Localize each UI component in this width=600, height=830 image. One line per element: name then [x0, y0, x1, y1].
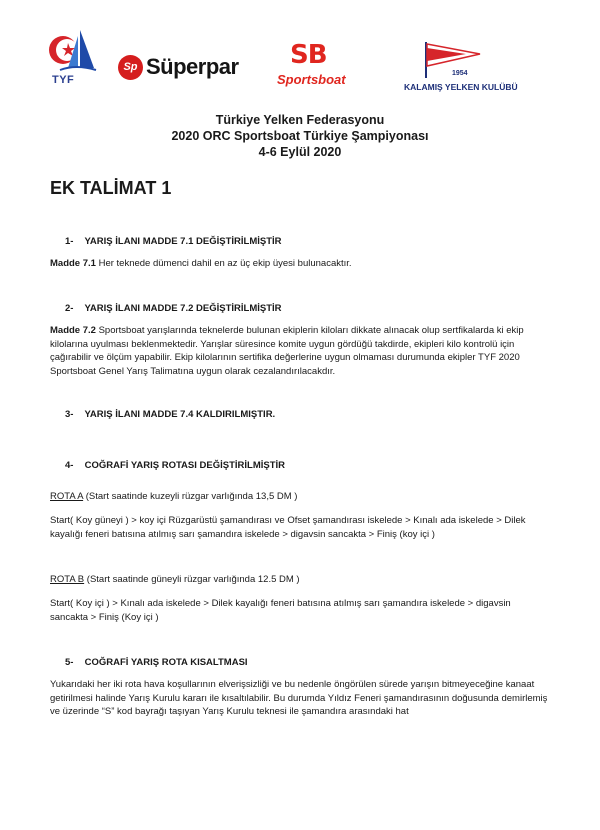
section-5-body: Yukarıdaki her iki rota hava koşullarının elverişsizliği ve bu nedenle öngörülen sürede yarışın bitmeyeceğine kanaat getirilmesi halinde Yarış Kurulu kararı ile kısaltılabilir. Bu durumda Yıldız Feneri şamandırasının doğusunda demirlemiş ve üzerinde “S” kod bayrağı taşıyan Yarış Kurulu teknesi ile şamandıra arasındaki hat: [50, 679, 548, 717]
rota-b-condition: (Start saatinde güneyli rüzgar varlığında 12.5 DM ): [84, 574, 300, 585]
section-title: COĞRAFİ YARIŞ ROTA KISALTMASI: [84, 657, 248, 668]
article-label: Madde 7.1: [50, 258, 96, 269]
page-title: EK TALİMAT 1: [50, 178, 172, 198]
header-championship: 2020 ORC Sportsboat Türkiye Şampiyonası: [171, 129, 429, 143]
section-1-heading: [65, 236, 282, 247]
article-label: Madde 7.2: [50, 325, 96, 336]
header-dates: 4-6 Eylül 2020: [258, 145, 342, 159]
section-title: YARIŞ İLANI MADDE 7.2 DEĞİŞTİRİLMİŞTİR: [84, 303, 282, 314]
sportsboat-logo: [277, 40, 347, 100]
logo-bar: [0, 28, 600, 103]
section-number: 1-: [65, 236, 74, 247]
article-text: Her teknede dümenci dahil en az üç ekip üyesi bulunacaktır.: [95, 258, 352, 269]
section-2-body: [50, 324, 550, 378]
section-3-heading: [65, 409, 275, 420]
tyf-logo: [46, 28, 100, 94]
document-header: [0, 112, 600, 160]
rota-b-route: Start( Koy içi ) > Kınalı ada iskelede > Dilek kayalığı feneri batısına atılmış sarı şamandıra iskelede > digavsin sancakta > Finiş (Koy içi ): [50, 598, 511, 623]
section-number: 2-: [65, 303, 74, 314]
rota-a-label: ROTA A: [50, 491, 84, 502]
tyf-text: TYF: [52, 74, 75, 86]
kalamis-flag-icon: [422, 42, 482, 78]
rota-a-heading: [50, 490, 550, 504]
header-federation: Türkiye Yelken Federasyonu: [215, 113, 385, 127]
superpar-badge: Sp: [118, 55, 143, 80]
article-text: Sportsboat yarışlarında teknelerde bulunan ekiplerin kiloları dikkate alınacak olup sertfikalarda ki ekip kilolarına uyulması beklenmektedir. Yarışlar süresince komite uygun gördüğü takdirde, ekipleri kilo kontrolü için çağırabilir ve ölçüm yapabilir. Ekip kilolarının sertifika değerlerine uygun olmaması durumunda ekipler TYF 2020 Sportsboat Genel Yarış Talimatına uygun olarak cezalandırılacakdır.: [50, 325, 524, 377]
rota-b-heading: [50, 573, 550, 587]
section-title: YARIŞ İLANI MADDE 7.4 KALDIRILMIŞTIR.: [84, 409, 276, 420]
section-title: YARIŞ İLANI MADDE 7.1 DEĞİŞTİRİLMİŞTİR: [84, 236, 282, 247]
section-number: 4-: [65, 460, 74, 471]
section-title: COĞRAFİ YARIŞ ROTASI DEĞİŞTİRİLMİŞTİR: [84, 460, 286, 471]
section-2-heading: [65, 303, 282, 314]
superpar-wordmark: Süperpar: [146, 54, 239, 79]
tyf-emblem-icon: [46, 28, 100, 76]
sb-monogram: SB: [290, 40, 327, 70]
rota-b-label: ROTA B: [50, 574, 85, 585]
superpar-logo: [118, 52, 253, 86]
section-1-body: [50, 257, 550, 271]
sportsboat-wordmark: Sportsboat: [277, 72, 346, 87]
rota-a-condition: (Start saatinde kuzeyli rüzgar varlığında 13,5 DM ): [83, 491, 298, 502]
rota-a-route: Start( Koy güneyi ) > koy içi Rüzgarüstü şamandırası ve Ofset şamandırası iskelede > Kınalı ada iskelede > Dilek kayalığı feneri batısına atılmış sarı şamandıra iskelede > digavsin sancakta > Finiş (koy içi ): [50, 515, 526, 540]
section-5-heading: [65, 657, 248, 668]
section-number: 3-: [65, 409, 74, 420]
kalamis-logo: [404, 42, 518, 102]
section-4-heading: [65, 460, 285, 471]
section-number: 5-: [65, 657, 74, 668]
kalamis-name: KALAMIŞ YELKEN KULÜBÜ: [404, 82, 518, 92]
kalamis-year: 1954: [452, 70, 468, 77]
